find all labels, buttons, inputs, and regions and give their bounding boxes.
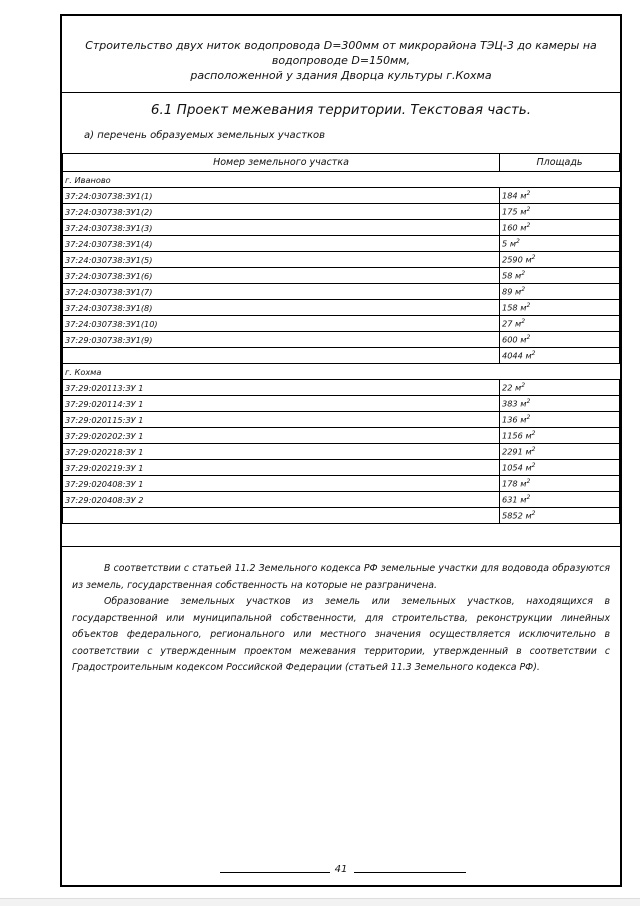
page-number-rule-right	[354, 872, 466, 873]
table-row	[63, 412, 620, 428]
plot-number: 37:29:020115:ЗУ 1	[63, 412, 500, 428]
area-unit-exponent: 2	[526, 414, 531, 422]
plot-area	[500, 284, 620, 300]
area-unit-exponent: 2	[521, 318, 526, 326]
plot-area	[500, 412, 620, 428]
plot-area-value: 600	[502, 334, 518, 345]
plot-number: 37:24:030738:ЗУ1(2)	[63, 204, 500, 220]
plot-number: 37:29:030738:ЗУ1(9)	[63, 332, 500, 348]
table-group-row	[63, 364, 620, 380]
area-unit: м	[515, 318, 522, 329]
area-unit-exponent: 2	[526, 478, 531, 486]
table-row	[63, 476, 620, 492]
plot-area-value: 184	[502, 190, 518, 201]
plot-area-value: 5	[502, 238, 508, 249]
area-unit-exponent: 2	[526, 302, 531, 310]
plot-number: 37:29:020218:ЗУ 1	[63, 444, 500, 460]
plot-area	[500, 316, 620, 332]
plot-area-value: 1054	[502, 462, 523, 473]
paragraph-1: В соответствии с статьей 11.2 Земельного кодекса РФ земельные участки для водовода образуются из земель, государственная собственность на которые не разграничена.	[72, 563, 610, 591]
area-unit-exponent: 2	[531, 430, 536, 438]
col-area-header: Площадь	[500, 154, 620, 172]
plot-area-value: 58	[502, 270, 513, 281]
area-unit: м	[515, 270, 522, 281]
plot-area-value: 1156	[502, 430, 523, 441]
plot-number: 37:29:020408:ЗУ 2	[63, 492, 500, 508]
plot-area-value: 5852	[502, 510, 523, 521]
area-unit-exponent: 2	[531, 446, 536, 454]
plot-number: 37:29:020219:ЗУ 1	[63, 460, 500, 476]
table-row	[63, 188, 620, 204]
area-unit: м	[525, 350, 532, 361]
table-row	[63, 252, 620, 268]
table-row	[63, 428, 620, 444]
area-unit: м	[515, 286, 522, 297]
plot-area	[500, 188, 620, 204]
area-unit-exponent: 2	[526, 222, 531, 230]
plot-area	[500, 348, 620, 364]
table-total-row	[63, 508, 620, 524]
area-unit: м	[515, 382, 522, 393]
project-title-line1: Строительство двух ниток водопровода D=300мм от микрорайона ТЭЦ-3 до камеры на водопроводе D=150мм,	[85, 39, 597, 67]
plot-area-value: 158	[502, 302, 518, 313]
plot-number: 37:24:030738:ЗУ1(7)	[63, 284, 500, 300]
area-unit: м	[520, 222, 527, 233]
plot-area-value: 631	[502, 494, 518, 505]
table-total-row	[63, 348, 620, 364]
table-text-divider	[62, 546, 620, 547]
area-unit-exponent: 2	[526, 398, 531, 406]
page-number: 41	[334, 864, 348, 875]
plot-number	[63, 348, 500, 364]
plot-number: 37:29:020114:ЗУ 1	[63, 396, 500, 412]
area-unit-exponent: 2	[516, 238, 520, 246]
table-row	[63, 380, 620, 396]
area-unit: м	[520, 494, 527, 505]
plot-number: 37:24:030738:ЗУ1(1)	[63, 188, 500, 204]
area-unit: м	[525, 430, 532, 441]
col-number-header: Номер земельного участка	[63, 154, 500, 172]
area-unit-exponent: 2	[531, 510, 536, 518]
area-unit: м	[509, 238, 517, 249]
plot-number: 37:24:030738:ЗУ1(6)	[63, 268, 500, 284]
plot-area	[500, 492, 620, 508]
plot-area-value: 89	[502, 286, 513, 297]
plot-area-value: 175	[502, 206, 518, 217]
area-unit: м	[525, 446, 532, 457]
area-unit-exponent: 2	[521, 382, 526, 390]
area-unit: м	[520, 414, 527, 425]
plot-number: 37:29:020202:ЗУ 1	[63, 428, 500, 444]
plot-area	[500, 396, 620, 412]
area-unit-exponent: 2	[521, 286, 526, 294]
plot-area	[500, 236, 620, 252]
table-row	[63, 220, 620, 236]
plot-number	[63, 508, 500, 524]
plot-number: 37:24:030738:ЗУ1(4)	[63, 236, 500, 252]
plot-number: 37:29:020113:ЗУ 1	[63, 380, 500, 396]
plot-area-value: 4044	[502, 350, 523, 361]
plot-area-value: 27	[502, 318, 513, 329]
plot-area	[500, 508, 620, 524]
plot-area	[500, 268, 620, 284]
area-unit: м	[520, 334, 527, 345]
header-underline	[84, 92, 602, 93]
plot-area-value: 2291	[502, 446, 523, 457]
table-row	[63, 268, 620, 284]
table-group-row	[63, 172, 620, 188]
plot-area	[500, 252, 620, 268]
plot-area-value: 136	[502, 414, 518, 425]
plot-number: 37:24:030738:ЗУ1(3)	[63, 220, 500, 236]
section-subtitle: а) перечень образуемых земельных участков	[84, 130, 326, 141]
area-unit-exponent: 2	[526, 206, 531, 214]
plot-area	[500, 220, 620, 236]
area-unit-exponent: 2	[531, 462, 536, 470]
plot-area	[500, 476, 620, 492]
area-unit: м	[525, 254, 532, 265]
area-unit: м	[525, 462, 532, 473]
table-row	[63, 316, 620, 332]
paragraph-2: Образование земельных участков из земель или земельных участков, находящихся в государственной или муниципальной собственности, для строительства, реконструкции линейных объектов федерального, регионального или местного значения осуществляется исключительно в соответствии с утвержденным проектом межевания территории, утвержденный в соответствии с Градостроительным кодексом Российской Федерации (статьей 11.3 Земельного кодекса РФ).	[72, 596, 610, 673]
table-row	[63, 204, 620, 220]
plot-area	[500, 460, 620, 476]
table-row	[63, 396, 620, 412]
area-unit-exponent: 2	[521, 270, 526, 278]
area-unit-exponent: 2	[526, 190, 531, 198]
plot-area-value: 383	[502, 398, 518, 409]
plot-area-value: 178	[502, 478, 518, 489]
plot-number: 37:24:030738:ЗУ1(5)	[63, 252, 500, 268]
table-header-row	[63, 154, 620, 172]
area-unit: м	[525, 510, 532, 521]
section-title: 6.1 Проект межевания территории. Текстовая часть.	[150, 102, 532, 118]
plot-area	[500, 428, 620, 444]
project-title	[72, 38, 610, 83]
plot-area	[500, 204, 620, 220]
document-frame	[60, 14, 622, 887]
plot-area-value: 160	[502, 222, 518, 233]
table-row	[63, 236, 620, 252]
plot-number: 37:29:020408:ЗУ 1	[63, 476, 500, 492]
plot-area	[500, 332, 620, 348]
table-row	[63, 444, 620, 460]
table-body	[63, 172, 620, 524]
project-title-line2: расположенной у здания Дворца культуры г.Кохма	[190, 69, 492, 82]
area-unit-exponent: 2	[526, 334, 531, 342]
area-unit: м	[520, 190, 527, 201]
table-row	[63, 284, 620, 300]
table-row	[63, 492, 620, 508]
plot-area-value: 22	[502, 382, 513, 393]
area-unit-exponent: 2	[531, 350, 536, 358]
city-label: г. Кохма	[63, 364, 620, 380]
table-row	[63, 332, 620, 348]
area-unit-exponent: 2	[531, 254, 536, 262]
city-label: г. Иваново	[63, 172, 620, 188]
table-row	[63, 460, 620, 476]
area-unit: м	[520, 398, 527, 409]
land-plots-table	[62, 153, 620, 524]
area-unit: м	[520, 206, 527, 217]
plot-number: 37:24:030738:ЗУ1(8)	[63, 300, 500, 316]
plot-area	[500, 444, 620, 460]
plot-area-value: 2590	[502, 254, 523, 265]
plot-area	[500, 380, 620, 396]
table-row	[63, 300, 620, 316]
plot-number: 37:24:030738:ЗУ1(10)	[63, 316, 500, 332]
area-unit-exponent: 2	[526, 494, 531, 502]
area-unit: м	[520, 302, 527, 313]
plot-area	[500, 300, 620, 316]
title-block	[62, 16, 620, 93]
area-unit: м	[520, 478, 527, 489]
